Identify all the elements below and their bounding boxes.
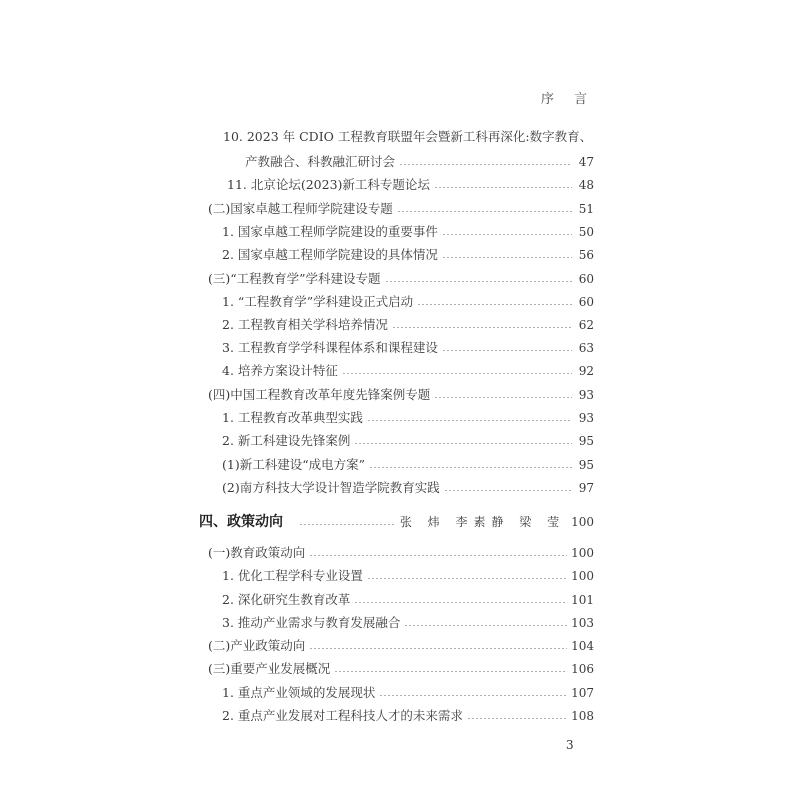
toc-entry-page: 104 [571,639,594,653]
toc-entry[interactable] [227,174,594,196]
leader-dots [354,589,567,611]
toc-entry-label: (1)新工科建设“成电方案” [222,457,365,472]
toc-entry[interactable] [245,151,594,173]
toc-entry[interactable] [222,589,594,611]
chapter-title: 四、政策动向 [199,514,283,530]
toc-entry-page: 50 [578,225,594,239]
toc-entry[interactable] [222,360,594,382]
leader-dots [299,511,396,533]
toc-entry[interactable] [222,291,594,313]
leader-dots [334,658,567,680]
leader-dots [342,360,572,382]
toc-entry[interactable] [208,542,594,564]
toc-entry-page: 47 [578,155,594,169]
toc-entry-label: (四)中国工程教育改革年度先锋案例专题 [208,387,431,402]
running-header: 序 言 [540,92,595,107]
leader-dots [369,454,572,476]
toc-entry-label: 2. 深化研究生教育改革 [222,592,351,607]
toc-entry-page: 107 [571,686,594,700]
toc-entry-label: 10. 2023 年 CDIO 工程教育联盟年会暨新工科再深化:数字教育、 [223,129,593,144]
leader-dots [442,244,572,266]
toc-entry-page: 51 [578,202,594,216]
leader-dots [442,221,572,243]
toc-entry[interactable] [222,430,594,452]
toc-entry-page: 62 [578,318,594,332]
leader-dots [404,612,567,634]
leader-dots [434,174,572,196]
leader-dots [367,565,567,587]
leader-dots [444,477,572,499]
leader-dots [385,268,572,290]
toc-entry[interactable] [222,337,594,359]
toc-entry[interactable] [208,384,594,406]
leader-dots [467,705,567,727]
toc-entry[interactable] [222,477,594,499]
toc-entry-page: 92 [578,364,594,378]
toc-entry[interactable] [208,658,594,680]
page-number: 3 [566,738,574,752]
toc-entry-page: 97 [578,481,594,495]
toc-entry-page: 95 [578,434,594,448]
toc-entry[interactable] [222,682,594,704]
toc-entry-label: (三)“工程教育学”学科建设专题 [208,271,381,286]
leader-dots [397,198,572,220]
toc-entry-page: 106 [571,662,594,676]
toc-entry-page: 100 [571,546,594,560]
leader-dots [309,635,567,657]
toc-entry[interactable] [222,244,594,266]
toc-entry-label: 1. 优化工程学科专业设置 [222,568,363,583]
toc-entry-page: 60 [578,295,594,309]
toc-entry-label: 1. 重点产业领域的发展现状 [222,685,376,700]
leader-dots [354,430,572,452]
toc-entry-page: 63 [578,341,594,355]
toc-entry-page: 93 [578,388,594,402]
toc-entry-label: 2. 重点产业发展对工程科技人才的未来需求 [222,708,463,723]
toc-entry-page: 56 [578,248,594,262]
toc-entry-label: (二)产业政策动向 [208,638,306,653]
leader-dots [367,407,572,429]
toc-entry-page: 60 [578,272,594,286]
toc-entry-page: 101 [571,593,594,607]
toc-entry-label: 2. 新工科建设先锋案例 [222,433,351,448]
toc-entry[interactable] [222,314,594,336]
toc-entry[interactable] [222,221,594,243]
toc-entry-page: 95 [578,458,594,472]
toc-entry[interactable] [223,126,594,148]
toc-entry[interactable] [208,198,594,220]
toc-entry-label: (一)教育政策动向 [208,545,306,560]
toc-entry-label: 11. 北京论坛(2023)新工科专题论坛 [227,177,430,192]
leader-dots [434,384,572,406]
toc-entry-label: 4. 培养方案设计特征 [222,363,338,378]
leader-dots [399,151,572,173]
toc-entry-page: 103 [571,616,594,630]
toc-entry-label: 2. 国家卓越工程师学院建设的具体情况 [222,247,438,262]
toc-entry-label: 2. 工程教育相关学科培养情况 [222,317,388,332]
toc-entry-label: 3. 推动产业需求与教育发展融合 [222,615,401,630]
toc-entry-label: (三)重要产业发展概况 [208,661,331,676]
toc-entry-page: 108 [571,709,594,723]
toc-entry-label: 1. “工程教育学”学科建设正式启动 [222,294,414,309]
toc-entry-page: 93 [578,411,594,425]
toc-chapter-heading[interactable] [199,509,594,535]
toc-entry-page: 100 [571,569,594,583]
toc-entry-label: (2)南方科技大学设计智造学院教育实践 [222,480,440,495]
toc-entry[interactable] [222,612,594,634]
toc-entry-label: (二)国家卓越工程师学院建设专题 [208,201,393,216]
leader-dots [379,682,567,704]
toc-entry[interactable] [222,565,594,587]
toc-entry[interactable] [208,635,594,657]
chapter-page: 100 [571,515,594,529]
toc-entry[interactable] [222,407,594,429]
leader-dots [309,542,567,564]
leader-dots [417,291,572,313]
toc-entry-label: 1. 国家卓越工程师学院建设的重要事件 [222,224,438,239]
toc-entry-label: 产教融合、科教融汇研讨会 [245,154,396,169]
toc-entry[interactable] [208,268,594,290]
toc-entry-label: 1. 工程教育改革典型实践 [222,410,363,425]
leader-dots [392,314,572,336]
toc-entry[interactable] [222,705,594,727]
leader-dots [442,337,572,359]
chapter-authors: 张 炜 李素静 梁 莹 [399,515,566,529]
toc-entry[interactable] [222,454,594,476]
toc-entry-page: 48 [578,178,594,192]
toc-entry-label: 3. 工程教育学学科课程体系和课程建设 [222,340,438,355]
